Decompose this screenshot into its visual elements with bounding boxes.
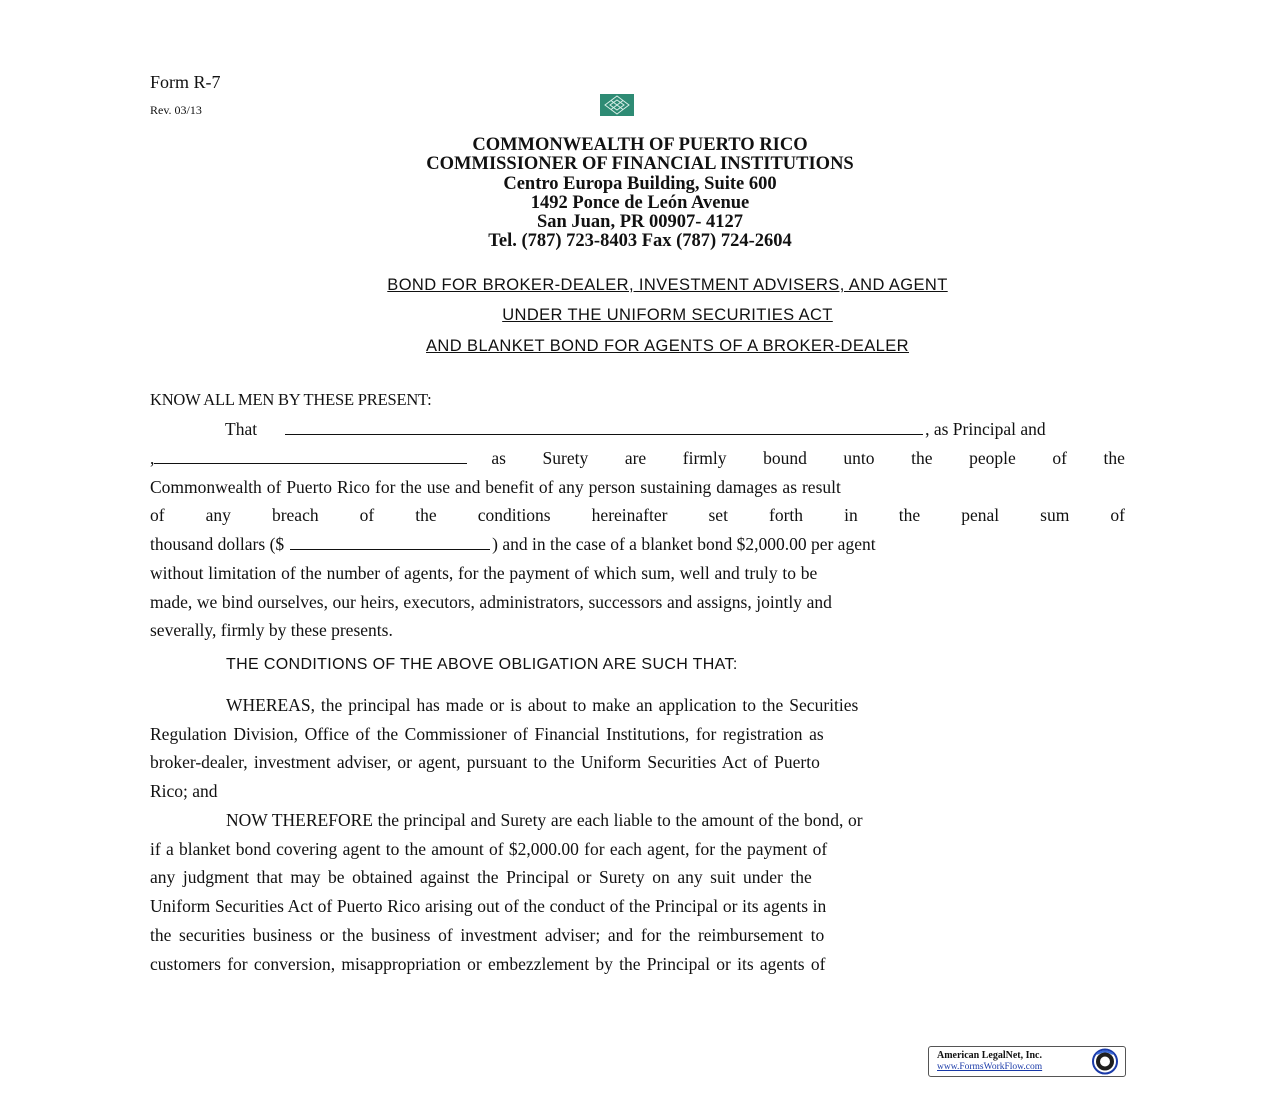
whereas-line: WHEREAS, the principal has made or is about to make an application to the Securities xyxy=(226,695,859,715)
american-legalnet-logo[interactable] xyxy=(928,1046,1126,1077)
title-text: AND BLANKET BOND FOR AGENTS OF A BROKER-DEALER xyxy=(426,337,909,355)
header-line: San Juan, PR 00907- 4127 xyxy=(536,212,744,233)
word: Surety xyxy=(542,448,589,468)
principal-name-field[interactable] xyxy=(285,420,923,435)
amount-text: ) and in the case of a blanket bond $2,000.00 per agent xyxy=(492,534,876,554)
document-title-line-2 xyxy=(150,306,1185,325)
word: the xyxy=(898,505,921,525)
logo-company-name: American LegalNet, Inc. xyxy=(937,1050,1042,1061)
body-line: severally, firmly by these presents. xyxy=(150,620,393,640)
word: forth xyxy=(769,505,804,525)
surety-text xyxy=(491,448,1125,469)
commonwealth-seal-icon xyxy=(600,94,634,116)
whereas-line: broker-dealer, investment adviser, or agent, pursuant to the Uniform Securities Act of Puerto xyxy=(150,752,820,772)
therefore-line: customers for conversion, misappropriation or embezzlement by the Principal or its agents of xyxy=(150,954,826,974)
word: the xyxy=(911,448,933,468)
word: of xyxy=(150,505,165,525)
know-all-heading: KNOW ALL MEN BY THESE PRESENT: xyxy=(150,390,432,409)
word: as xyxy=(491,448,506,468)
word: breach xyxy=(271,505,319,525)
word: people xyxy=(969,448,1016,468)
word: hereinafter xyxy=(591,505,668,525)
document-title-line-3 xyxy=(150,337,1185,356)
conditions-heading: THE CONDITIONS OF THE ABOVE OBLIGATION ARE SUCH THAT: xyxy=(226,656,738,673)
word: of xyxy=(1110,505,1125,525)
word: conditions xyxy=(477,505,551,525)
form-revision: Rev. 03/13 xyxy=(150,103,202,117)
form-number: Form R-7 xyxy=(150,72,221,92)
word: penal xyxy=(961,505,1000,525)
header-line: Tel. (787) 723-8403 Fax (787) 724-2604 xyxy=(488,231,792,252)
therefore-line: NOW THEREFORE the principal and Surety are each liable to the amount of the bond, or xyxy=(226,810,863,830)
word: the xyxy=(1103,448,1125,468)
logo-url-link[interactable]: www.FormsWorkFlow.com xyxy=(937,1062,1043,1072)
word: sum xyxy=(1040,505,1070,525)
header-line: 1492 Ponce de León Avenue xyxy=(530,192,750,213)
as-principal-label: , as Principal and xyxy=(925,419,1046,439)
header-line: COMMONWEALTH OF PUERTO RICO xyxy=(472,135,808,155)
agency-header xyxy=(150,136,1130,252)
principal-line xyxy=(150,419,1125,440)
title-text: BOND FOR BROKER-DEALER, INVESTMENT ADVISERS, AND AGENT xyxy=(387,276,948,294)
whereas-line: Regulation Division, Office of the Commissioner of Financial Institutions, for registration as xyxy=(150,724,824,744)
word: the xyxy=(415,505,437,525)
word: of xyxy=(359,505,375,525)
therefore-line: any judgment that may be obtained against the Principal or Surety on any suit under the xyxy=(150,867,812,887)
word: of xyxy=(1052,448,1067,468)
word: bound xyxy=(763,448,807,468)
therefore-line: Uniform Securities Act of Puerto Rico arising out of the conduct of the Principal or its agents in xyxy=(150,896,827,916)
therefore-line: if a blanket bond covering agent to the amount of $2,000.00 for each agent, for the payment of xyxy=(150,839,828,859)
surety-line xyxy=(150,448,1125,469)
globe-logo-icon xyxy=(1088,1048,1122,1075)
word: in xyxy=(844,505,858,525)
body-line: made, we bind ourselves, our heirs, executors, administrators, successors and assigns, jointly and xyxy=(150,592,832,612)
therefore-line: the securities business or the business of investment adviser; and for the reimbursement to xyxy=(150,925,825,945)
body-line: Commonwealth of Puerto Rico for the use and benefit of any person sustaining damages as result xyxy=(150,477,841,497)
document-title-line-1 xyxy=(150,276,1185,295)
as-principal-text xyxy=(923,419,1125,440)
word: firmly xyxy=(682,448,727,468)
that-label: That xyxy=(225,419,258,439)
word: unto xyxy=(843,448,875,468)
amount-label: thousand dollars ($ xyxy=(150,534,285,554)
body-line: without limitation of the number of agents, for the payment of which sum, well and truly to be xyxy=(150,563,818,583)
header-line: Centro Europa Building, Suite 600 xyxy=(503,173,777,194)
header-line: COMMISSIONER OF FINANCIAL INSTITUTIONS xyxy=(426,154,854,175)
word: any xyxy=(205,505,231,525)
surety-name-field[interactable] xyxy=(154,449,467,464)
comma: , xyxy=(150,448,155,468)
title-text: UNDER THE UNIFORM SECURITIES ACT xyxy=(502,306,833,324)
word: are xyxy=(624,448,647,468)
whereas-line: Rico; and xyxy=(150,781,218,801)
body-line-justified xyxy=(150,505,1125,526)
bond-amount-field[interactable] xyxy=(290,535,490,550)
amount-line xyxy=(150,534,1125,555)
word: set xyxy=(708,505,728,525)
